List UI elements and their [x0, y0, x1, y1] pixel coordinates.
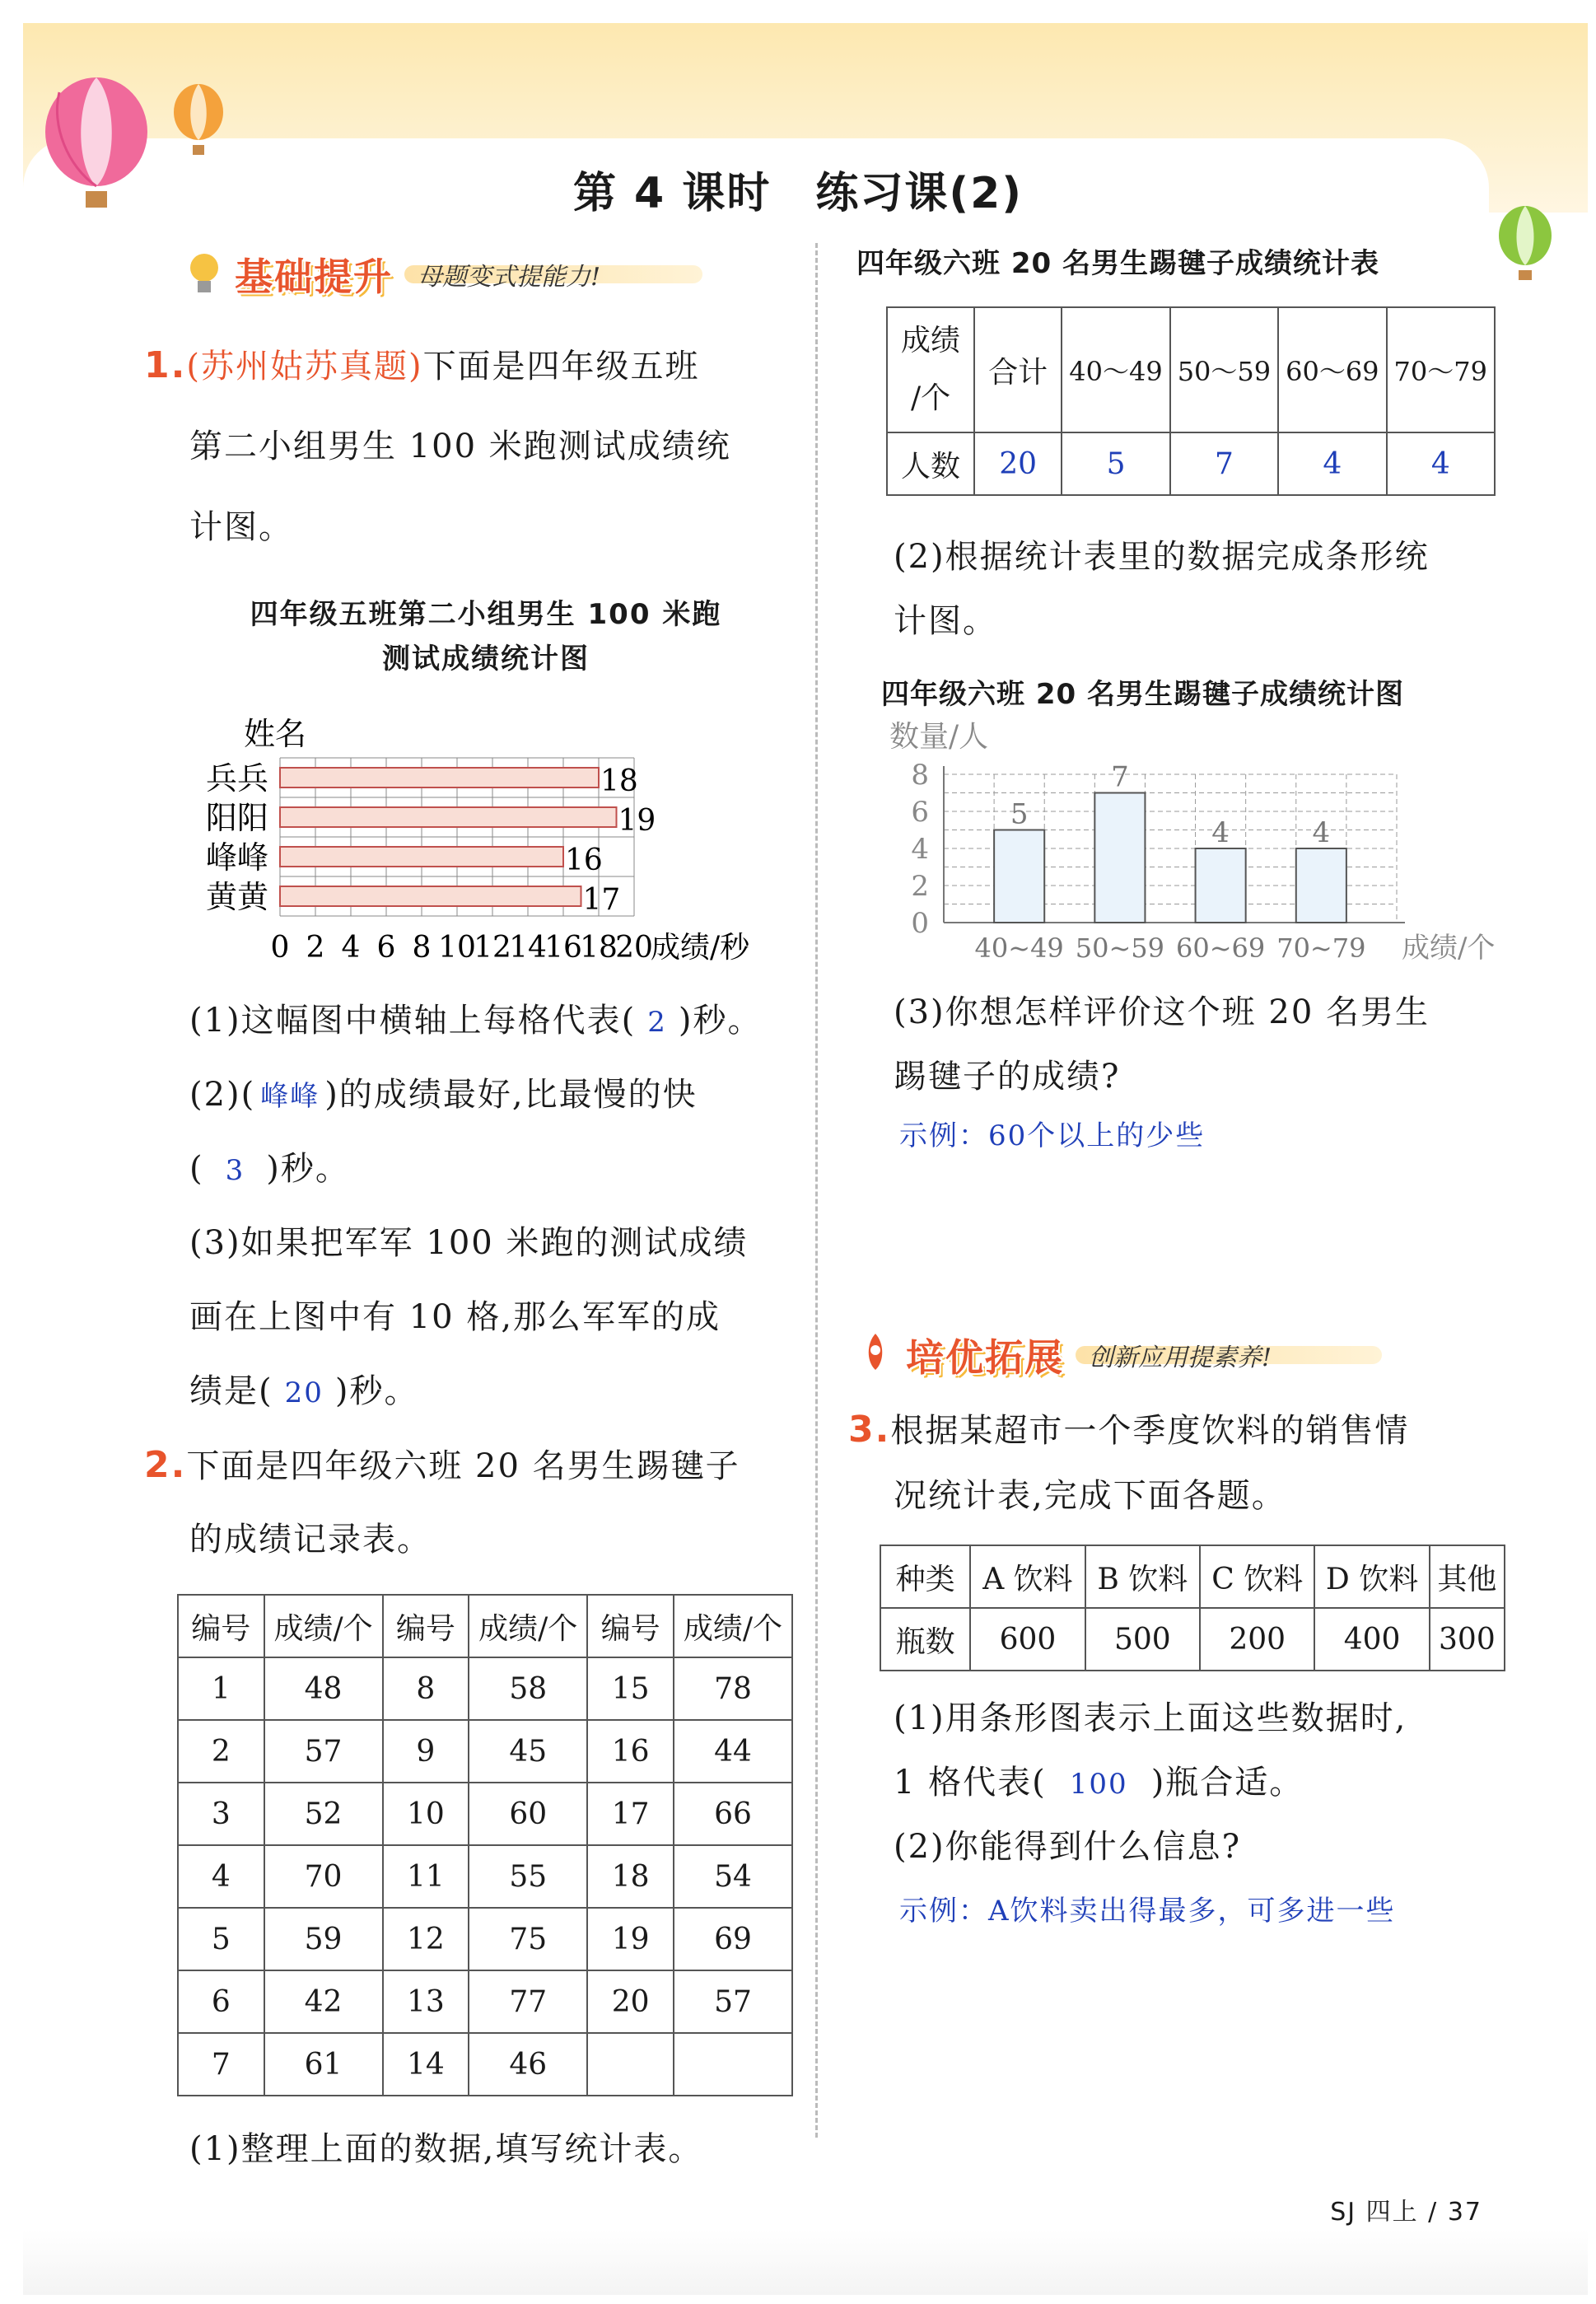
- stat-row-label: 人数: [887, 432, 974, 495]
- bar: [1296, 848, 1346, 923]
- bar-value-label: 4: [1211, 816, 1230, 849]
- balloon-orange-icon: [170, 82, 227, 165]
- lightbulb-icon: [185, 251, 223, 297]
- table-cell: 10: [383, 1783, 469, 1845]
- bar: [994, 830, 1044, 923]
- table-cell: 77: [469, 1970, 587, 2033]
- x-tick-label: 50~59: [1075, 932, 1165, 964]
- q1-sub2-line2: ( 3 )秒。: [189, 1150, 350, 1188]
- table-cell: 6: [178, 1970, 264, 2033]
- stat-col: 50～59: [1170, 307, 1278, 432]
- y-tick-label: 0: [911, 907, 929, 940]
- q1-sub3-l1: (3)如果把军军 100 米跑的测试成绩: [189, 1224, 749, 1262]
- stat-value: 5: [1062, 432, 1169, 495]
- bar: [1094, 793, 1145, 923]
- header-cell: 成绩/个: [264, 1595, 383, 1657]
- bar: [1196, 848, 1246, 923]
- table-row: [178, 1720, 792, 1783]
- table-row: [178, 1783, 792, 1845]
- chart2-vertical-bar: [886, 717, 1512, 964]
- table-cell: 1: [178, 1657, 264, 1720]
- value-cell: 600: [970, 1608, 1085, 1671]
- x-tick-label: 60~69: [1175, 932, 1266, 964]
- stat-value: 7: [1170, 432, 1278, 495]
- rocket-icon: [856, 1332, 894, 1378]
- header-cell: 成绩/个: [674, 1595, 792, 1657]
- table-cell: 75: [469, 1908, 587, 1970]
- value-cell: 400: [1314, 1608, 1429, 1671]
- table-cell: 78: [674, 1657, 792, 1720]
- header-cell: A 饮料: [970, 1545, 1085, 1608]
- x-tick-label: 40~49: [974, 932, 1064, 964]
- header-cell: C 饮料: [1200, 1545, 1314, 1608]
- header-cell: 其他: [1430, 1545, 1505, 1608]
- value-cell: 200: [1200, 1608, 1314, 1671]
- y-tick-label: 2: [911, 870, 929, 903]
- bar-value-label: 5: [1010, 797, 1029, 831]
- table-cell: 19: [587, 1908, 674, 1970]
- table-cell: [674, 2033, 792, 2096]
- header-cell: 编号: [178, 1595, 264, 1657]
- chart2-title: 四年级六班 20 名男生踢毽子成绩统计图: [881, 678, 1404, 711]
- table-row: [178, 1908, 792, 1970]
- bar: [280, 768, 599, 787]
- y-tick-label: 6: [911, 796, 929, 829]
- table-cell: 48: [264, 1657, 383, 1720]
- section-adv-label: 培优拓展: [906, 1335, 1064, 1380]
- q1-sub1-answer: 2: [647, 1006, 667, 1039]
- x-axis-label: 成绩/个: [1402, 932, 1496, 964]
- value-cell: 500: [1085, 1608, 1200, 1671]
- x-axis-label: 成绩/秒: [651, 931, 750, 965]
- table-header-row: [880, 1545, 1505, 1608]
- category-label: 阳阳: [206, 800, 269, 836]
- table-cell: 8: [383, 1657, 469, 1720]
- section-basic: [185, 247, 702, 301]
- row-label: 瓶数: [880, 1608, 970, 1671]
- x-tick-label: 18: [580, 931, 618, 965]
- q3-line2: 况统计表,完成下面各题。: [894, 1477, 1286, 1515]
- table-row: [887, 432, 1495, 495]
- x-tick-label: 8: [412, 931, 432, 965]
- q1-sub3-l2: 画在上图中有 10 格,那么军军的成: [189, 1298, 721, 1336]
- table-row: [178, 1657, 792, 1720]
- q1-sub2-answer2: 3: [225, 1154, 245, 1187]
- section-adv-tagline: 创新应用提素养!: [1076, 1346, 1382, 1364]
- bar: [280, 886, 581, 906]
- chart1-title-l2: 测试成绩统计图: [382, 643, 590, 675]
- section-basic-label: 基础提升: [235, 255, 393, 299]
- table-cell: 5: [178, 1908, 264, 1970]
- table-cell: 15: [587, 1657, 674, 1720]
- column-divider: [815, 243, 818, 2138]
- header-cell: B 饮料: [1085, 1545, 1200, 1608]
- q2-line1: 2.下面是四年级六班 20 名男生踢毽子: [144, 1444, 740, 1486]
- stat-header-label: 成绩 /个: [887, 307, 974, 432]
- table-cell: 4: [178, 1845, 264, 1908]
- q3-sub1-l1: (1)用条形图表示上面这些数据时,: [894, 1699, 1407, 1737]
- table-cell: 52: [264, 1783, 383, 1845]
- page-footer: SJ 四上 / 37: [1330, 2198, 1482, 2227]
- q1-sub3-answer: 20: [284, 1376, 324, 1409]
- stat-col: 40～49: [1062, 307, 1169, 432]
- header-cell: 编号: [587, 1595, 674, 1657]
- table-cell: 12: [383, 1908, 469, 1970]
- chart1-title-l1: 四年级五班第二小组男生 100 米跑: [250, 598, 722, 631]
- y-axis-label: 数量/人: [889, 720, 989, 754]
- header-cell: 成绩/个: [469, 1595, 587, 1657]
- stat-value: 20: [974, 432, 1062, 495]
- table-cell: 61: [264, 2033, 383, 2096]
- q2-sub1: (1)整理上面的数据,填写统计表。: [189, 2130, 703, 2168]
- bar-value-label: 4: [1312, 816, 1331, 849]
- bar-value-label: 16: [565, 844, 603, 877]
- table-cell: 45: [469, 1720, 587, 1783]
- q1-sub1: (1)这幅图中横轴上每格代表( 2 )秒。: [189, 1002, 763, 1040]
- q2-record-table: [177, 1594, 793, 2096]
- header-cell: D 饮料: [1314, 1545, 1429, 1608]
- table-cell: 42: [264, 1970, 383, 2033]
- page-title: 第 4 课时 练习课(2): [572, 169, 1024, 218]
- table-cell: 13: [383, 1970, 469, 2033]
- x-tick-label: 6: [376, 931, 396, 965]
- q2-line2: 的成绩记录表。: [189, 1521, 432, 1559]
- table-cell: 58: [469, 1657, 587, 1720]
- stat-col: 70～79: [1387, 307, 1495, 432]
- bar: [280, 807, 617, 827]
- table-cell: 66: [674, 1783, 792, 1845]
- bar: [280, 847, 563, 867]
- table-cell: 3: [178, 1783, 264, 1845]
- bar-value-label: 19: [618, 804, 656, 838]
- table-cell: 57: [264, 1720, 383, 1783]
- x-tick-label: 0: [270, 931, 290, 965]
- table-cell: 59: [264, 1908, 383, 1970]
- table-cell: 7: [178, 2033, 264, 2096]
- q2-sub3-l2: 踢毽子的成绩?: [894, 1058, 1121, 1096]
- stat-value: 4: [1278, 432, 1386, 495]
- category-label: 兵兵: [206, 760, 269, 797]
- stat-table-title: 四年级六班 20 名男生踢毽子成绩统计表: [856, 247, 1379, 280]
- q3-sub1-l2: 1 格代表( 100 )瓶合适。: [894, 1764, 1304, 1802]
- q1-line3: 计图。: [189, 508, 293, 546]
- q3-line1: 3.根据某超市一个季度饮料的销售情: [848, 1409, 1410, 1451]
- q2-sub2-l1: (2)根据统计表里的数据完成条形统: [894, 538, 1430, 576]
- x-tick-label: 20: [615, 931, 653, 965]
- table-header-row: [178, 1595, 792, 1657]
- section-basic-tagline: 母题变式提能力!: [404, 265, 702, 283]
- table-row: [887, 307, 1495, 432]
- table-cell: 9: [383, 1720, 469, 1783]
- table-cell: 17: [587, 1783, 674, 1845]
- y-axis-label: 姓名: [244, 716, 307, 752]
- table-cell: 14: [383, 2033, 469, 2096]
- x-tick-label: 16: [544, 931, 582, 965]
- q3-sub1-answer: 100: [1069, 1768, 1128, 1801]
- bottom-band: [23, 2229, 1588, 2295]
- q1-sub2-answer1: 峰峰: [260, 1080, 320, 1113]
- table-cell: [587, 2033, 674, 2096]
- table-cell: 16: [587, 1720, 674, 1783]
- q3-sub2-answer: 示例：A饮料卖出得最多，可多进一些: [899, 1895, 1396, 1928]
- section-adv: [856, 1328, 1382, 1382]
- category-label: 峰峰: [206, 839, 269, 876]
- header-cell: 编号: [383, 1595, 469, 1657]
- x-tick-label: 4: [341, 931, 361, 965]
- q3-table: [880, 1545, 1505, 1671]
- table-cell: 70: [264, 1845, 383, 1908]
- table-cell: 2: [178, 1720, 264, 1783]
- table-row: [178, 2033, 792, 2096]
- stat-col: 60～69: [1278, 307, 1386, 432]
- q2-sub2-l2: 计图。: [894, 602, 997, 640]
- table-cell: 54: [674, 1845, 792, 1908]
- q1-sub2: (2)( 峰峰 )的成绩最好,比最慢的快: [189, 1076, 698, 1114]
- table-cell: 18: [587, 1845, 674, 1908]
- q1-sub3-l3: 绩是( 20 )秒。: [189, 1372, 419, 1410]
- table-cell: 20: [587, 1970, 674, 2033]
- table-cell: 55: [469, 1845, 587, 1908]
- table-cell: 44: [674, 1720, 792, 1783]
- stat-col: 合计: [974, 307, 1062, 432]
- table-row: [880, 1608, 1505, 1671]
- chart1-horizontal-bar: [189, 708, 799, 972]
- table-cell: 69: [674, 1908, 792, 1970]
- value-cell: 300: [1430, 1608, 1505, 1671]
- q2-sub3-l1: (3)你想怎样评价这个班 20 名男生: [894, 993, 1430, 1031]
- stat-value: 4: [1387, 432, 1495, 495]
- table-cell: 46: [469, 2033, 587, 2096]
- x-tick-label: 14: [509, 931, 547, 965]
- category-label: 黄黄: [206, 879, 269, 915]
- table-cell: 57: [674, 1970, 792, 2033]
- x-tick-label: 12: [474, 931, 511, 965]
- x-tick-label: 2: [306, 931, 325, 965]
- y-tick-label: 8: [911, 759, 929, 792]
- table-cell: 11: [383, 1845, 469, 1908]
- q1-line2: 第二小组男生 100 米跑测试成绩统: [189, 428, 731, 465]
- bar-value-label: 18: [600, 764, 638, 798]
- q2-sub3-answer: 示例：60个以上的少些: [899, 1119, 1206, 1152]
- table-row: [178, 1845, 792, 1908]
- bar-value-label: 7: [1111, 760, 1129, 794]
- header-cell: 种类: [880, 1545, 970, 1608]
- y-tick-label: 4: [911, 833, 929, 866]
- bar-value-label: 17: [582, 883, 621, 917]
- table-cell: 60: [469, 1783, 587, 1845]
- q1-line1: 1.(苏州姑苏真题)下面是四年级五班: [144, 344, 700, 386]
- x-tick-label: 10: [438, 931, 476, 965]
- x-tick-label: 70~79: [1276, 932, 1366, 964]
- q3-sub2: (2)你能得到什么信息?: [894, 1828, 1242, 1866]
- table-row: [178, 1970, 792, 2033]
- q2-stat-table: [886, 306, 1496, 496]
